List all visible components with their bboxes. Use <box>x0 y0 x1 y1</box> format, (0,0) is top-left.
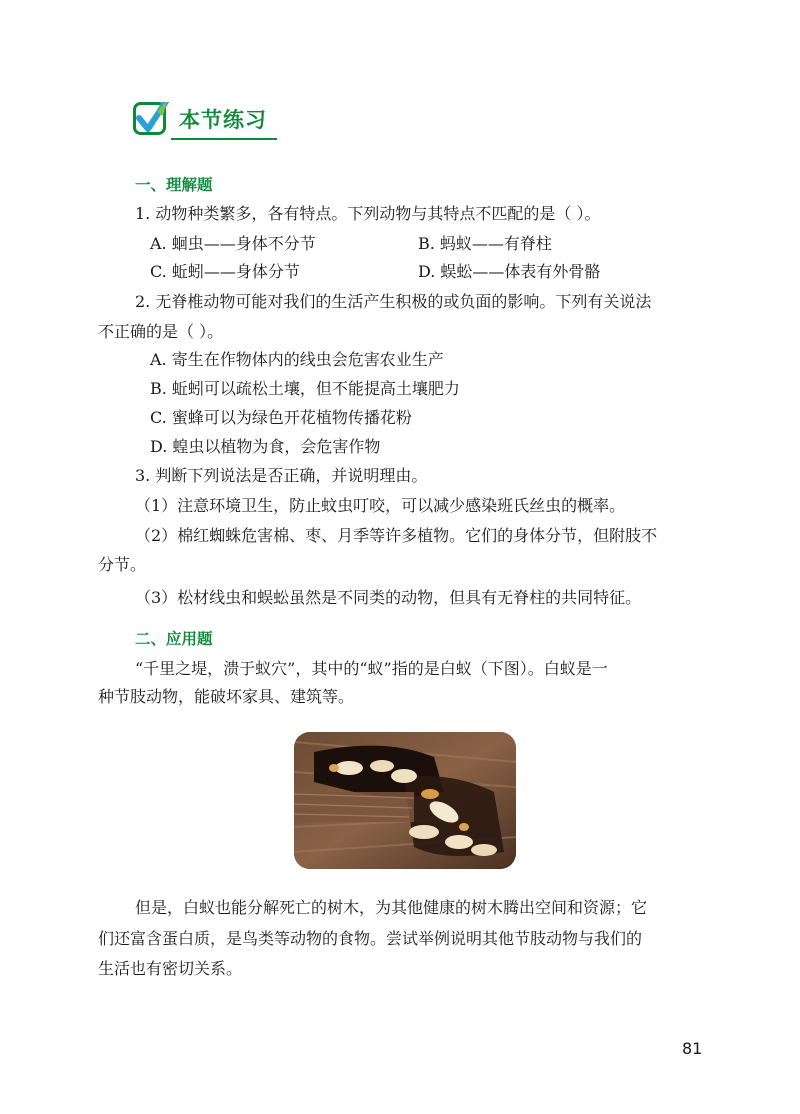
question-2-option-a: A. 寄生在作物体内的线虫会危害农业生产 <box>150 350 444 369</box>
application-paragraph-2-line1: 但是，白蚁也能分解死亡的树木，为其他健康的树木腾出空间和资源；它 <box>135 898 648 917</box>
section-header <box>133 82 278 142</box>
question-2-stem-line1: 2. 无脊椎动物可能对我们的生活产生积极的或负面的影响。下列有关说法 <box>135 292 652 311</box>
question-2-option-c: C. 蜜蜂可以为绿色开花植物传播花粉 <box>150 408 412 427</box>
question-1-option-b: B. 蚂蚁——有脊柱 <box>418 234 552 253</box>
question-1-option-d: D. 蜈蚣——体表有外骨骼 <box>418 262 601 281</box>
header-underline <box>171 138 277 140</box>
termites-in-wood-photo <box>294 732 516 869</box>
section-title-comprehension: 一、理解题 <box>135 176 213 194</box>
question-2-option-b: B. 蚯蚓可以疏松土壤，但不能提高土壤肥力 <box>150 379 460 398</box>
question-3-stem: 3. 判断下列说法是否正确，并说明理由。 <box>135 466 428 485</box>
question-3-item-2-line2: 分节。 <box>98 555 147 574</box>
question-3-item-1: （1）注意环境卫生，防止蚊虫叮咬，可以减少感染班氏丝虫的概率。 <box>135 496 626 515</box>
green-check-icon <box>133 102 169 138</box>
application-paragraph-1-line1: “千里之堤，溃于蚁穴”，其中的“蚁”指的是白蚁（下图）。白蚁是一 <box>135 659 608 678</box>
question-3-item-2-line1: （2）棉红蜘蛛危害棉、枣、月季等许多植物。它们的身体分节，但附肢不 <box>135 526 658 545</box>
application-paragraph-2-line3: 生活也有密切关系。 <box>98 959 243 978</box>
question-1-option-a: A. 蛔虫——身体不分节 <box>150 234 316 253</box>
question-3-item-3: （3）松材线虫和蜈蚣虽然是不同类的动物，但具有无脊柱的共同特征。 <box>135 588 642 607</box>
question-1-stem: 1. 动物种类繁多，各有特点。下列动物与其特点不匹配的是（ ）。 <box>135 204 601 223</box>
question-2-option-d: D. 蝗虫以植物为食，会危害作物 <box>150 437 381 456</box>
application-paragraph-1-line2: 种节肢动物，能破坏家具、建筑等。 <box>98 687 355 706</box>
question-1-option-c: C. 蚯蚓——身体分节 <box>150 262 300 281</box>
question-2-stem-line2: 不正确的是（ ）。 <box>98 322 224 341</box>
section-title-application: 二、应用题 <box>135 630 213 648</box>
application-paragraph-2-line2: 们还富含蛋白质，是鸟类等动物的食物。尝试举例说明其他节肢动物与我们的 <box>98 929 643 948</box>
section-header-title: 本节练习 <box>179 108 267 132</box>
page-number: 81 <box>682 1039 703 1058</box>
